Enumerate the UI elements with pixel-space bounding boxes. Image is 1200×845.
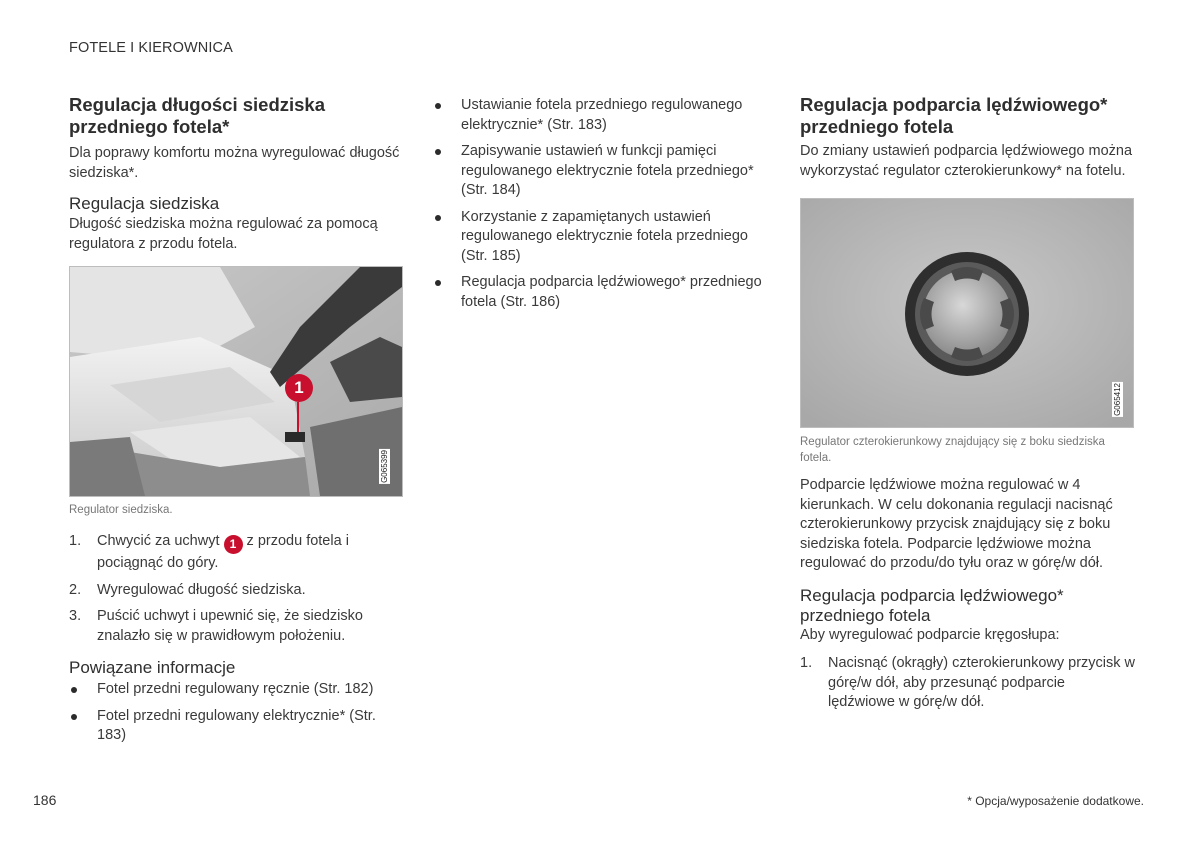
step-text: Chwycić za uchwyt — [97, 533, 220, 549]
bullet-icon — [435, 280, 441, 286]
related-link-text[interactable]: Ustawianie fotela przedniego regulowanego elektrycznie* (Str. 183) — [461, 97, 743, 133]
bullet-icon — [71, 714, 77, 720]
step-number: 3. — [69, 608, 82, 624]
seat-adjuster-figure — [69, 266, 403, 497]
figure-code: G065399 — [380, 450, 389, 483]
bullet-icon — [435, 149, 441, 155]
section-heading: Regulacja podparcia lędźwiowego* przedniego fotela — [800, 94, 1108, 137]
related-link-text[interactable]: Zapisywanie ustawień w funkcji pamięci regulowanego elektrycznie fotela przedniego* (Str. 184) — [461, 143, 754, 198]
subsection-text: Długość siedziska można regulować za pomocą regulatora z przodu fotela. — [69, 216, 378, 252]
related-link[interactable] — [433, 273, 763, 312]
figure-code: G065412 — [1113, 383, 1122, 416]
callout-badge: 1 — [224, 535, 243, 554]
related-list-continued — [433, 96, 763, 312]
lumbar-adjuster-figure — [800, 198, 1134, 428]
related-link[interactable] — [69, 680, 404, 700]
steps-list — [800, 654, 1135, 713]
column-right — [800, 94, 1135, 713]
subsection-heading: Regulacja siedziska — [69, 194, 220, 213]
related-list — [69, 680, 404, 746]
step-item — [69, 532, 404, 574]
step-item — [800, 654, 1135, 713]
page-number: 186 — [33, 792, 57, 808]
running-header: FOTELE I KIEROWNICA — [69, 40, 233, 56]
footnote: * Opcja/wyposażenie dodatkowe. — [967, 794, 1144, 808]
related-link-text[interactable]: Korzystanie z zapamiętanych ustawień regulowanego elektrycznie fotela przedniego (Str. 185) — [461, 208, 748, 264]
related-link-text[interactable]: Fotel przedni regulowany elektrycznie* (Str. 183) — [97, 707, 376, 743]
step-text: Puścić uchwyt i upewnić się, że siedzisko znalazło się w prawidłowym położeniu. — [97, 608, 363, 644]
step-item — [69, 607, 404, 646]
subsection-intro: Aby wyregulować podparcie kręgosłupa: — [800, 626, 1060, 643]
related-link[interactable] — [433, 142, 763, 201]
related-link-text[interactable]: Fotel przedni regulowany ręcznie (Str. 182) — [97, 681, 374, 697]
step-text: z przodu fotela i pociągnąć do góry. — [97, 533, 349, 571]
step-item — [69, 581, 404, 601]
figure-caption: Regulator czterokierunkowy znajdujący się z boku siedziska fotela. — [800, 436, 1105, 464]
lumbar-control-illustration — [801, 199, 1133, 427]
body-text: Podparcie lędźwiowe można regulować w 4 kierunkach. W celu dokonania regulacji nacisnąć czterokierunkowy przycisk znajdujący się z boku siedziska fotela. Podparcie lędźwiowe można regulować do przodu/do tyłu oraz w górę/w dół. — [800, 477, 1113, 571]
related-link-text[interactable]: Regulacja podparcia lędźwiowego* przedniego fotela (Str. 186) — [461, 274, 762, 310]
step-number: 1. — [800, 655, 813, 671]
subsection-heading: Regulacja podparcia lędźwiowego* przedniego fotela — [800, 585, 1064, 625]
section-intro: Do zmiany ustawień podparcia lędźwiowego można wykorzystać regulator czterokierunkowy* na fotelu. — [800, 143, 1133, 179]
bullet-icon — [435, 215, 441, 221]
step-number: 2. — [69, 581, 82, 598]
seat-illustration — [70, 267, 402, 496]
steps-list — [69, 532, 404, 646]
bullet-icon — [435, 103, 441, 109]
section-heading: Regulacja długości siedziska przedniego fotela* — [69, 94, 326, 137]
related-link[interactable] — [69, 707, 404, 746]
callout-badge: 1 — [285, 374, 313, 402]
related-link[interactable] — [433, 208, 763, 267]
figure-caption: Regulator siedziska. — [69, 504, 173, 516]
bullet-icon — [71, 687, 77, 693]
step-text: Nacisnąć (okrągły) czterokierunkowy przycisk w górę/w dół, aby przesunąć podparcie lędźwiowe w górę/w dół. — [828, 655, 1135, 710]
step-text: Wyregulować długość siedziska. — [97, 581, 306, 598]
column-left — [69, 94, 404, 746]
column-middle — [433, 96, 763, 312]
section-intro: Dla poprawy komfortu można wyregulować długość siedziska*. — [69, 145, 400, 181]
step-number: 1. — [69, 533, 82, 549]
related-heading: Powiązane informacje — [69, 658, 236, 677]
related-link[interactable] — [433, 96, 763, 135]
